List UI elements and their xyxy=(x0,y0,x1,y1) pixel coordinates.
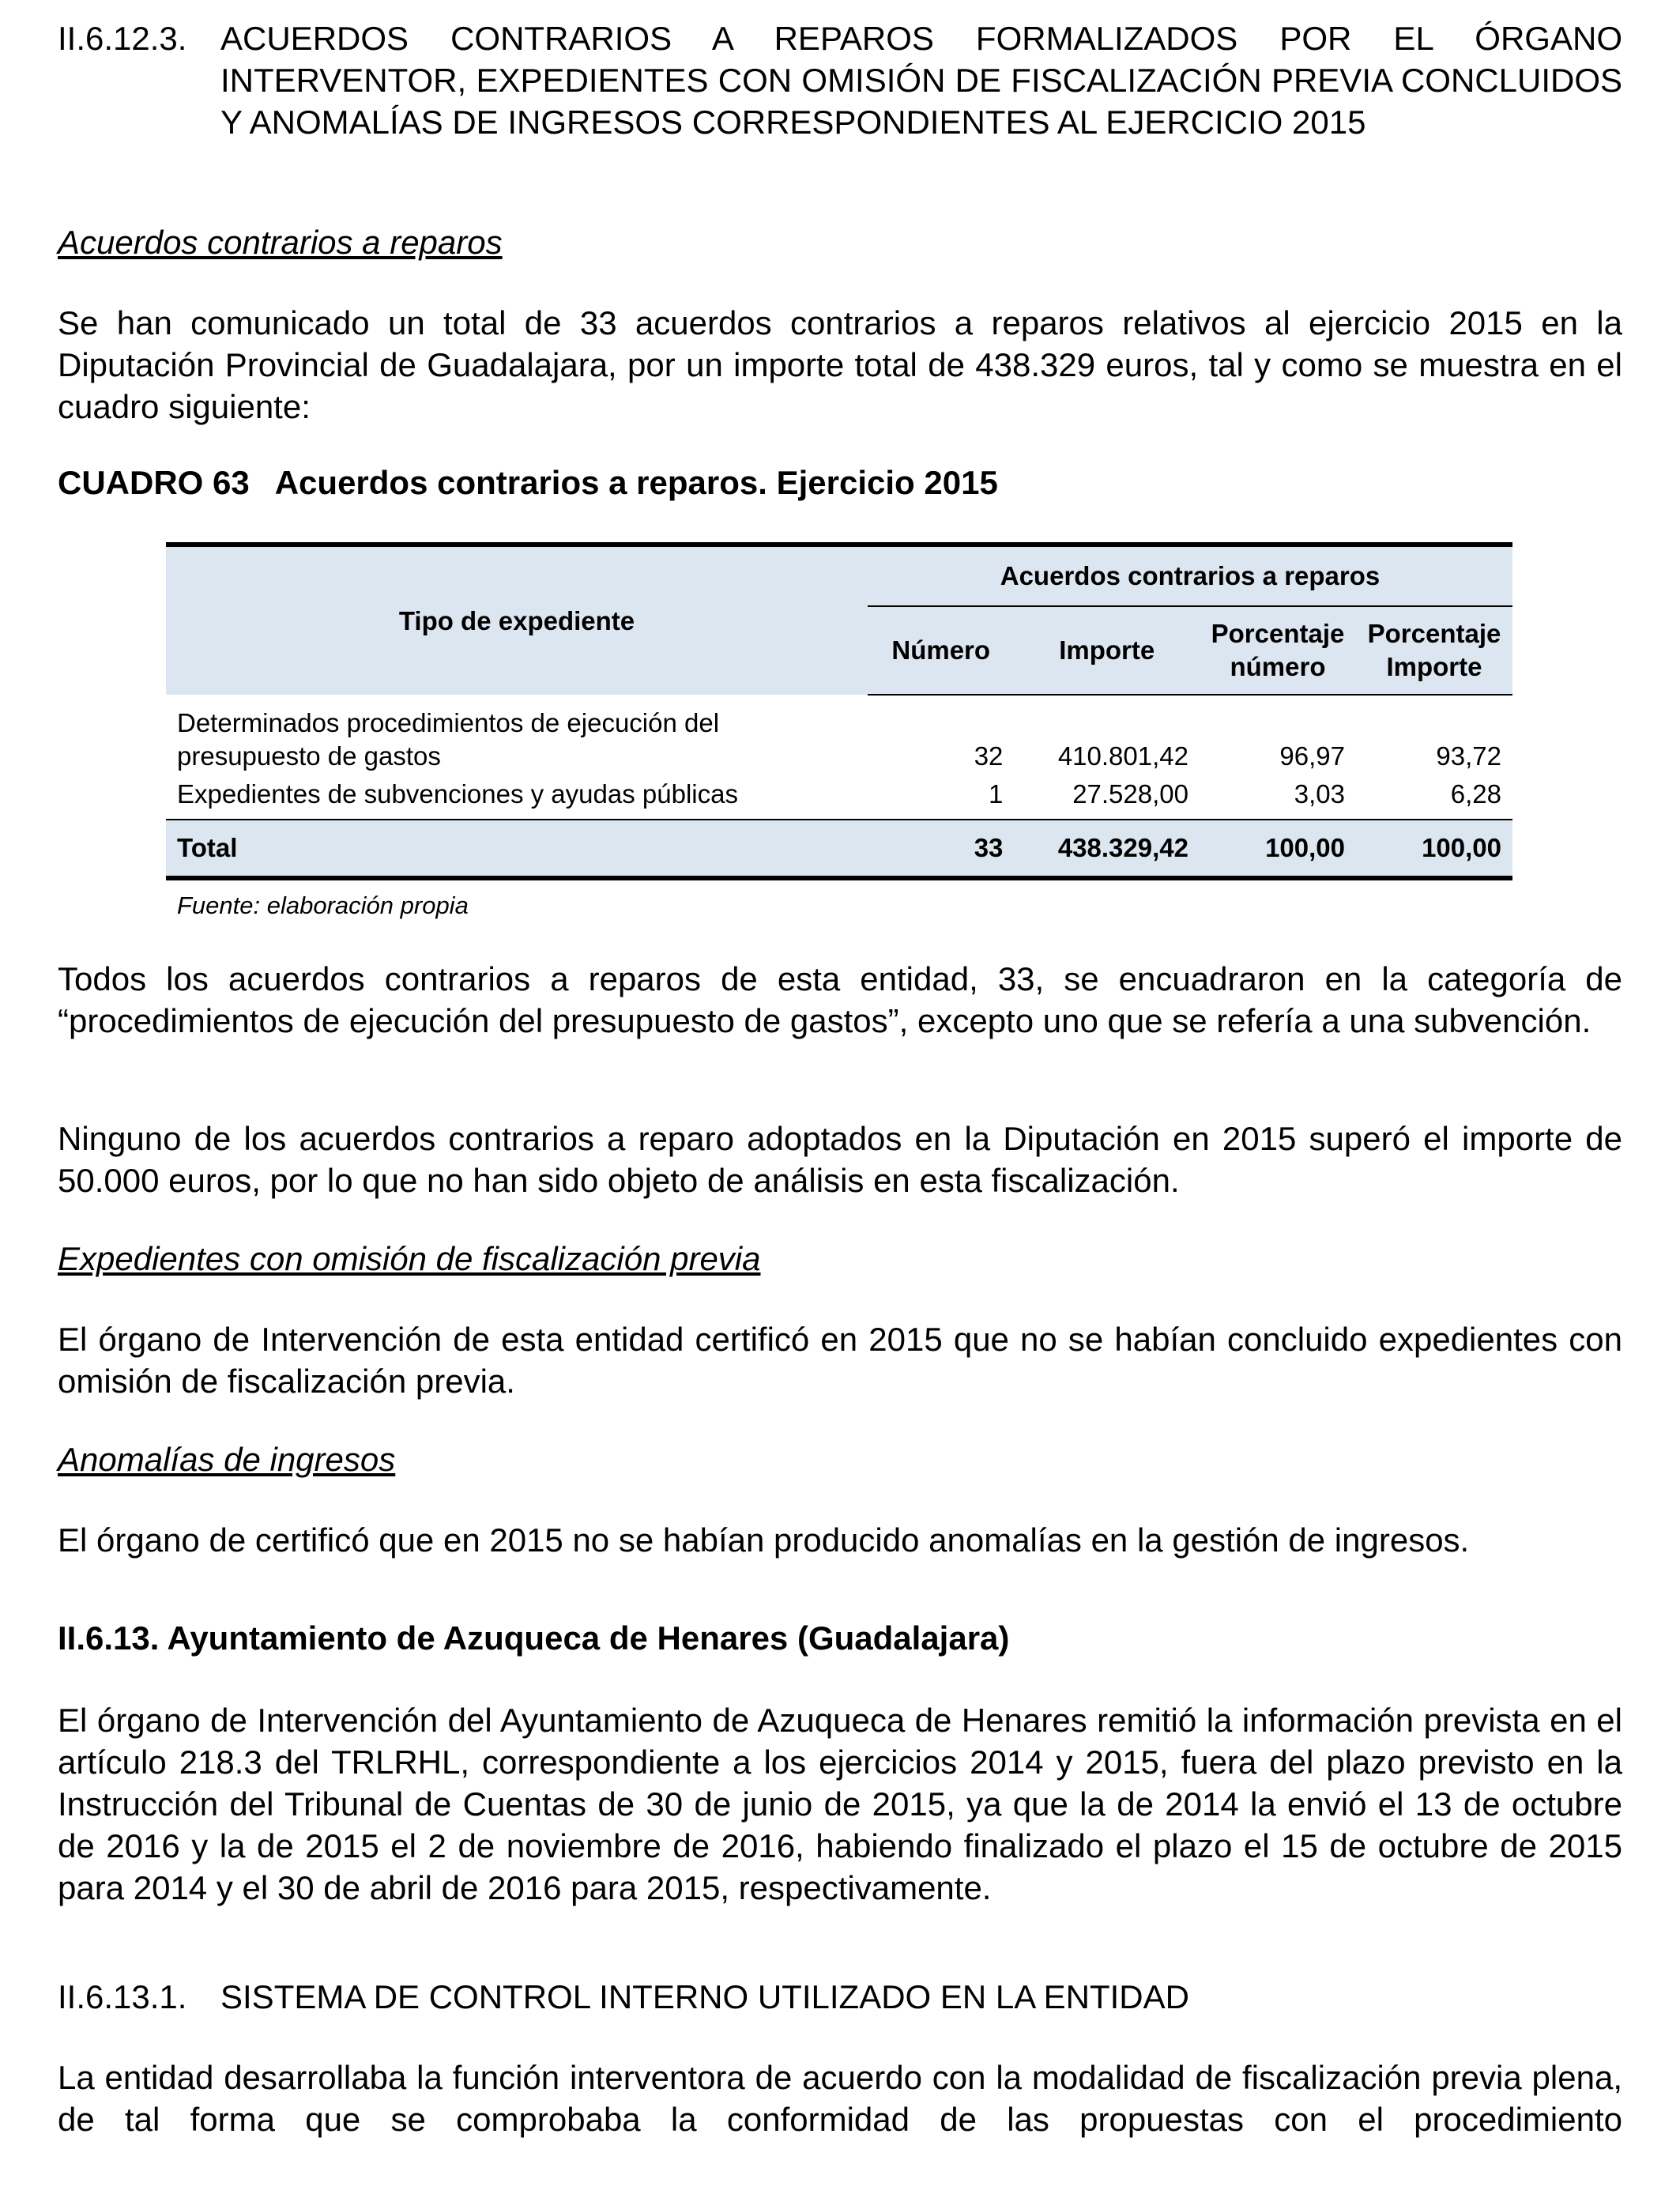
cell-tipo: Determinados procedimientos de ejecución del presupuesto de gastos xyxy=(177,708,720,771)
section-heading xyxy=(58,17,1622,143)
paragraph: Se han comunicado un total de 33 acuerdos contrarios a reparos relativos al ejercicio 2015 en la Diputación Provincial de Guadalajara, por un importe total de 438.329 euros, tal y como se muestra en el cuadro siguiente: xyxy=(58,304,1622,425)
cell-numero: 1 xyxy=(989,779,1004,809)
data-table xyxy=(166,542,1512,920)
cell-pct-importe: 93,72 xyxy=(1436,741,1501,771)
cell-total-numero: 33 xyxy=(868,820,1014,878)
cell-importe: 27.528,00 xyxy=(1072,779,1188,809)
section-number: II.6.13. xyxy=(58,1619,160,1657)
column-header-tipo: Tipo de expediente xyxy=(166,545,868,695)
cell-total-label: Total xyxy=(166,820,868,878)
table-title: Acuerdos contrarios a reparos. Ejercicio 2015 xyxy=(274,464,998,501)
paragraph: La entidad desarrollaba la función interventora de acuerdo con la modalidad de fiscalización previa plena, de tal forma que se comprobaba la conformidad de las propuestas con el procedimiento xyxy=(58,2059,1622,2138)
table-row xyxy=(166,773,1512,820)
cell-importe: 410.801,42 xyxy=(1057,741,1188,771)
paragraph: El órgano de certificó que en 2015 no se habían producido anomalías en la gestión de ingresos. xyxy=(58,1521,1470,1559)
cell-pct-numero: 3,03 xyxy=(1294,779,1345,809)
section-title: ACUERDOS CONTRARIOS A REPAROS FORMALIZADOS POR EL ÓRGANO INTERVENTOR, EXPEDIENTES CON OMISIÓN DE FISCALIZACIÓN PREVIA CONCLUIDOS Y ANOMALÍAS DE INGRESOS CORRESPONDIENTES AL EJERCICIO 2015 xyxy=(220,20,1622,141)
paragraph: El órgano de Intervención de esta entidad certificó en 2015 que no se habían concluido expedientes con omisión de fiscalización previa. xyxy=(58,1321,1622,1400)
section-title: SISTEMA DE CONTROL INTERNO UTILIZADO EN LA ENTIDAD xyxy=(220,1978,1189,2015)
section-number: II.6.13.1. xyxy=(58,1978,187,2015)
cell-pct-numero: 96,97 xyxy=(1279,741,1345,771)
table-row xyxy=(166,695,1512,773)
cell-tipo: Expedientes de subvenciones y ayudas públicas xyxy=(177,779,738,809)
column-header-pct-numero: Porcentaje número xyxy=(1200,606,1356,695)
subheading-expedientes: Expedientes con omisión de fiscalización previa xyxy=(58,1240,761,1277)
column-header-numero: Número xyxy=(868,606,1014,695)
cell-total-importe: 438.329,42 xyxy=(1014,820,1200,878)
table-number: CUADRO 63 xyxy=(58,464,250,501)
section-heading xyxy=(58,1617,1009,1659)
subheading-anomalias: Anomalías de ingresos xyxy=(58,1441,396,1478)
column-header-importe: Importe xyxy=(1014,606,1200,695)
section-number: II.6.12.3. xyxy=(58,20,187,57)
column-header-pct-importe: Porcentaje Importe xyxy=(1356,606,1512,695)
paragraph: El órgano de Intervención del Ayuntamiento de Azuqueca de Henares remitió la información prevista en el artículo 218.3 del TRLRHL, correspondiente a los ejercicios 2014 y 2015, fuera del plazo previsto en la Instrucción del Tribunal de Cuentas de 30 de junio de 2015, ya que la de 2014 la envió el 13 de octubre de 2016 y la de 2015 el 2 de noviembre de 2016, habiendo finalizado el plazo el 15 de octubre de 2015 para 2014 y el 30 de abril de 2016 para 2015, respectivamente. xyxy=(58,1702,1622,1906)
section-title: Ayuntamiento de Azuqueca de Henares (Guadalajara) xyxy=(167,1619,1010,1657)
column-group-header: Acuerdos contrarios a reparos xyxy=(868,545,1512,606)
table-caption xyxy=(58,462,998,503)
cell-total-pct-numero: 100,00 xyxy=(1200,820,1356,878)
subheading-acuerdos: Acuerdos contrarios a reparos xyxy=(58,224,503,261)
section-heading xyxy=(58,1976,1622,2018)
table-total-row xyxy=(166,820,1512,878)
cell-total-pct-importe: 100,00 xyxy=(1356,820,1512,878)
paragraph: Todos los acuerdos contrarios a reparos de esta entidad, 33, se encuadraron en la categoría de “procedimientos de ejecución del presupuesto de gastos”, excepto uno que se refería a una subvención. xyxy=(58,960,1622,1039)
paragraph: Ninguno de los acuerdos contrarios a reparo adoptados en la Diputación en 2015 superó el importe de 50.000 euros, por lo que no han sido objeto de análisis en esta fiscalización. xyxy=(58,1120,1622,1199)
table-source-note: Fuente: elaboración propia xyxy=(177,892,469,919)
cell-pct-importe: 6,28 xyxy=(1450,779,1501,809)
cell-numero: 32 xyxy=(974,741,1004,771)
